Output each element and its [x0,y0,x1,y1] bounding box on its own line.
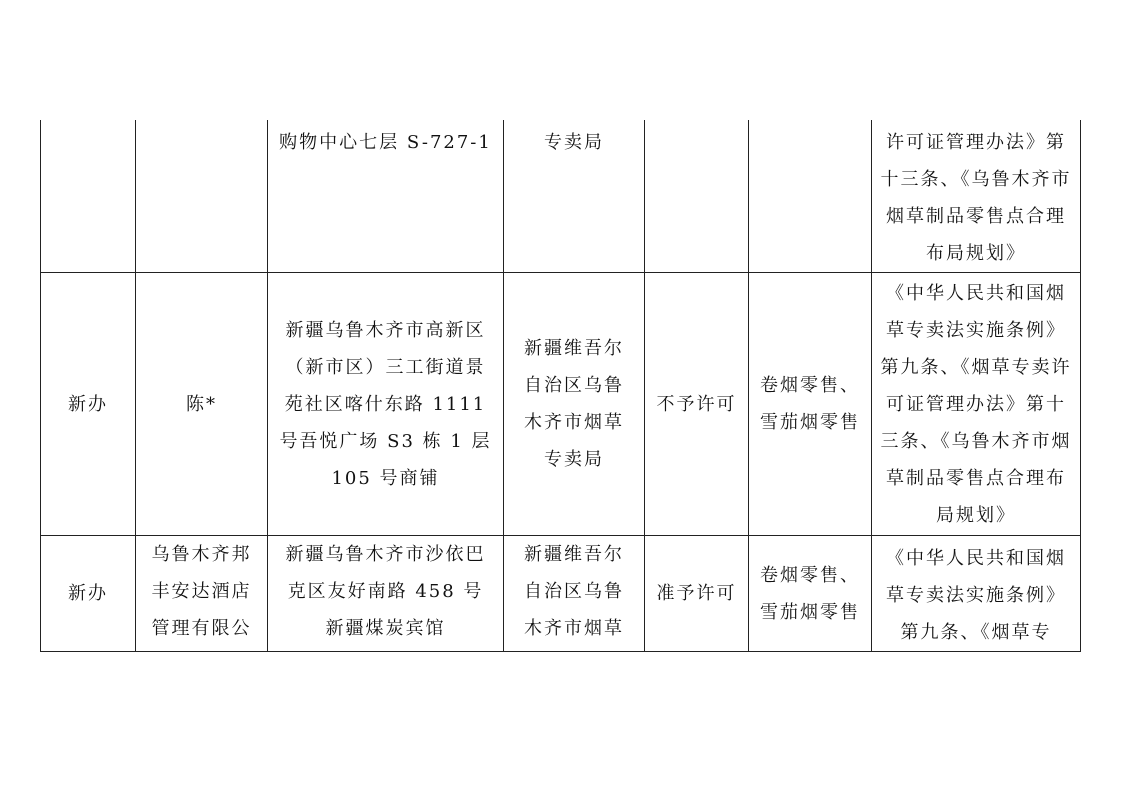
cell-authority: 专卖局 [504,120,645,273]
cell-address: 购物中心七层 S-727-1 [268,120,504,273]
cell-name: 陈* [136,273,268,536]
cell-type [41,120,136,273]
cell-type: 新办 [41,536,136,652]
cell-decision [645,120,749,273]
cell-basis: 许可证管理办法》第十三条、《乌鲁木齐市烟草制品零售点合理布局规划》 [872,120,1081,273]
cell-scope: 卷烟零售、雪茄烟零售 [749,536,872,652]
cell-scope: 卷烟零售、雪茄烟零售 [749,273,872,536]
cell-name: 乌鲁木齐邦丰安达酒店管理有限公 [136,536,268,652]
table-row [41,273,1081,536]
table-row [41,536,1081,652]
cell-scope [749,120,872,273]
license-table [40,120,1081,652]
cell-decision: 不予许可 [645,273,749,536]
cell-address: 新疆乌鲁木齐市高新区（新市区）三工街道景苑社区喀什东路 1111 号吾悦广场 S3 栋 1 层 105 号商铺 [268,273,504,536]
table-row [41,120,1081,273]
cell-basis: 《中华人民共和国烟草专卖法实施条例》第九条、《烟草专 [872,536,1081,652]
cell-name [136,120,268,273]
cell-authority: 新疆维吾尔自治区乌鲁木齐市烟草 [504,536,645,652]
cell-decision: 准予许可 [645,536,749,652]
cell-address: 新疆乌鲁木齐市沙依巴克区友好南路 458 号新疆煤炭宾馆 [268,536,504,652]
cell-authority: 新疆维吾尔自治区乌鲁木齐市烟草专卖局 [504,273,645,536]
cell-basis: 《中华人民共和国烟草专卖法实施条例》第九条、《烟草专卖许可证管理办法》第十三条、《乌鲁木齐市烟草制品零售点合理布局规划》 [872,273,1081,536]
cell-type: 新办 [41,273,136,536]
